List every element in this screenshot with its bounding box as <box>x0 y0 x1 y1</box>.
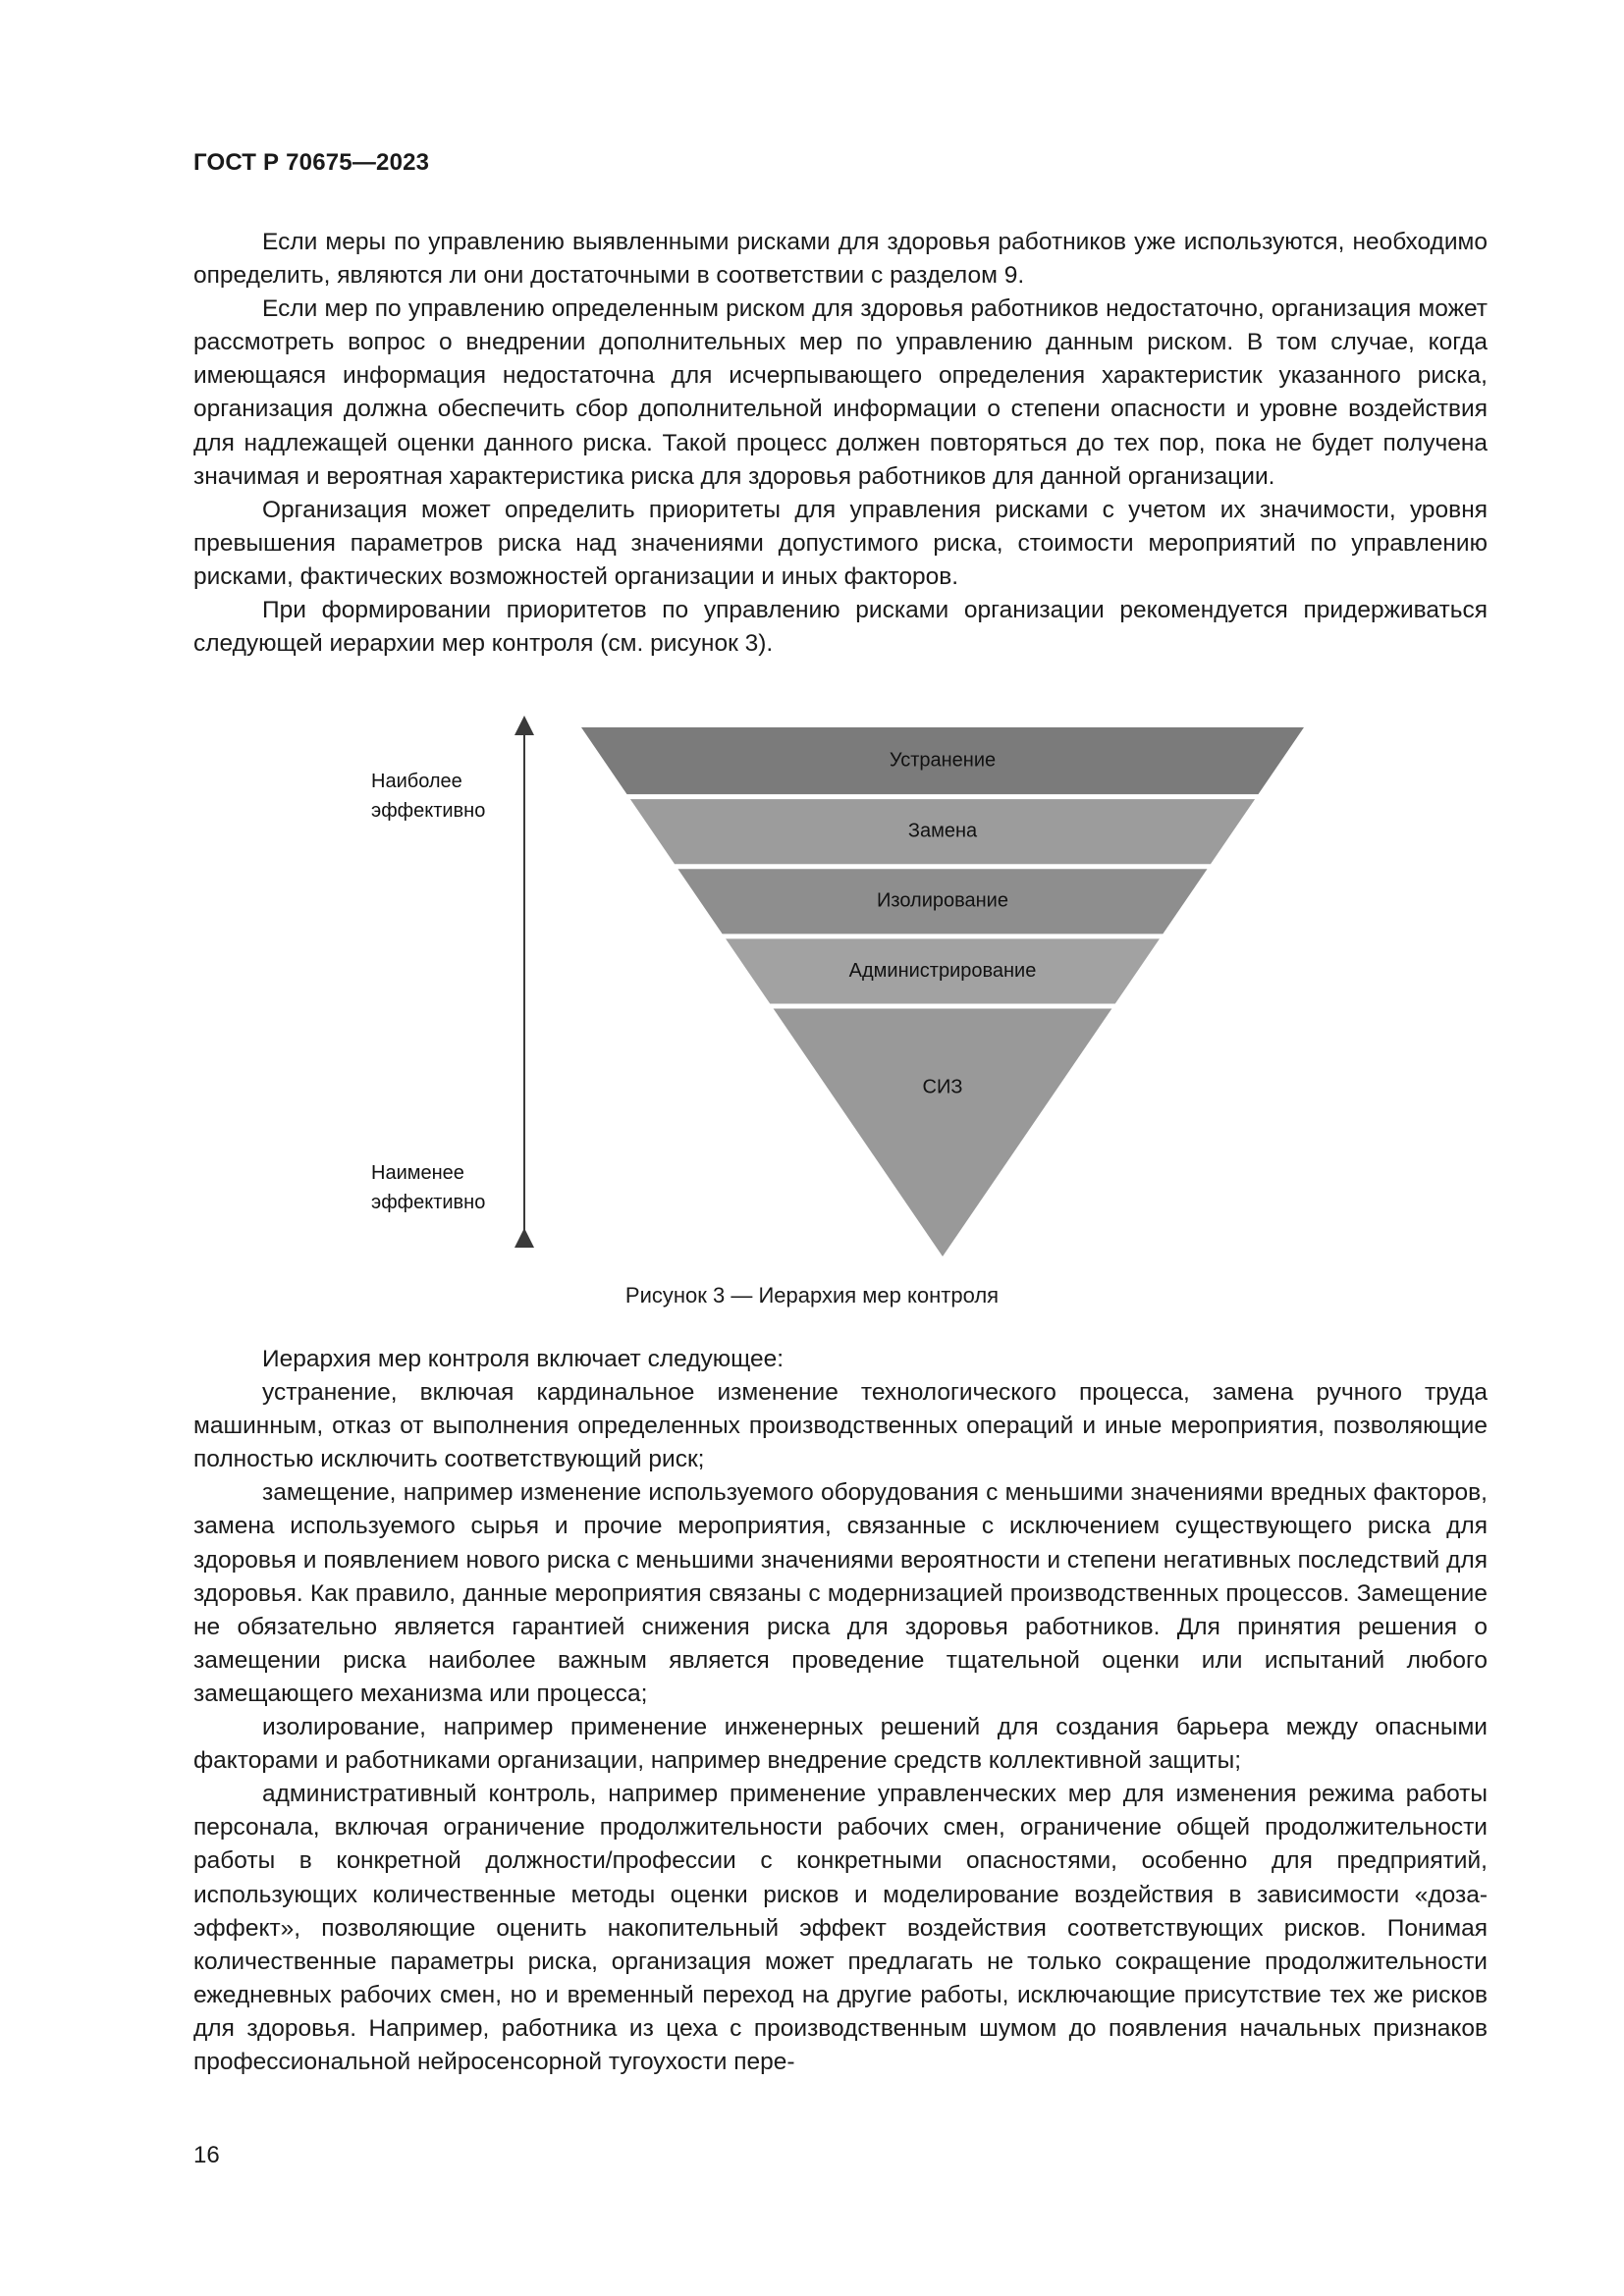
intro-text <box>193 226 1488 661</box>
control-hierarchy-figure <box>353 712 1119 1271</box>
paragraph: Если меры по управлению выявленными рисками для здоровья работников уже используются, необходимо определить, являются ли они достаточными в соответствии с разделом 9. <box>193 229 1488 290</box>
pyramid-tier <box>774 1009 1112 1256</box>
paragraph: устранение, включая кардинальное изменение технологического процесса, замена ручного труда машинным, отказ от выполнения определенных производственных операций и иные мероприятия, позволяющие полностью исключить соответствующий риск; <box>193 1379 1488 1473</box>
paragraph: изолирование, например применение инженерных решений для создания барьера между опасными факторами и работниками организации, например внедрение средств коллективной защиты; <box>193 1714 1488 1775</box>
least-effective-label: Наименее эффективно <box>371 1162 486 1213</box>
most-effective-label: Наиболее эффективно <box>371 771 486 822</box>
detail-text <box>193 1343 1488 2079</box>
pyramid-tier-label: СИЗ <box>922 1076 963 1098</box>
pyramid-tier-label: Замена <box>907 820 978 842</box>
paragraph: Организация может определить приоритеты для управления рисками с учетом их значимости, уровня превышения параметров риска над значениями допустимого риска, стоимости мероприятий по управлению рисками, фактических возможностей организации и иных факторов. <box>193 496 1488 590</box>
pyramid-tier-label: Администрирование <box>848 959 1037 982</box>
paragraph: Если мер по управлению определенным риском для здоровья работников недостаточно, организация может рассмотреть вопрос о внедрении дополнительных мер по управлению данным риском. В том случае, когда имеющаяся информация недостаточна для исчерпывающего определения характеристик указанного риска, организация должна обеспечить сбор дополнительной информации о степени опасности и уровне воздействия для надлежащей оценки данного риска. Такой процесс должен повторяться до тех пор, пока не будет получена значимая и вероятная характеристика риска для здоровья работников для данной организации. <box>193 295 1488 490</box>
hierarchy-pyramid <box>353 712 1119 1271</box>
paragraph: административный контроль, например применение управленческих мер для изменения режима работы персонала, включая ограничение продолжительности рабочих смен, ограничение общей продолжительности работы в конкретной должности/профессии с конкретными опасностями, особенно для предприятий, использующих количественные методы оценки рисков и моделирование воздействия в зависимости «доза-эффект», позволяющие оценить накопительный эффект воздействия соответствующих рисков. Понимая количественные параметры риска, организация может предлагать не только сокращение продолжительности ежедневных рабочих смен, но и временный переход на другие работы, исключающие присутствие тех же рисков для здоровья. Например, работника из цеха с производственным шумом до появления начальных признаков профессиональной нейросенсорной тугоухости пере- <box>193 1781 1488 2075</box>
paragraph: При формировании приоритетов по управлению рисками организации рекомендуется придерживаться следующей иерархии мер контроля (см. рисунок 3). <box>193 597 1488 658</box>
pyramid-tier-label: Изолирование <box>877 889 1008 912</box>
page-number: 16 <box>193 2142 220 2168</box>
figure-caption: Рисунок 3 — Иерархия мер контроля <box>624 1283 1000 1308</box>
paragraph: Иерархия мер контроля включает следующее: <box>262 1346 785 1372</box>
pyramid-tier-label: Устранение <box>889 749 997 772</box>
document-header: ГОСТ Р 70675—2023 <box>193 149 430 176</box>
paragraph: замещение, например изменение используемого оборудования с меньшими значениями вредных факторов, замена используемого сырья и прочие мероприятия, связанные с исключением существующего риска для здоровья и появлением нового риска с меньшими значениями вероятности и степени негативных последствий для здоровья. Как правило, данные мероприятия связаны с модернизацией производственных процессов. Замещение не обязательно является гарантией снижения риска для здоровья работников. Для принятия решения о замещении риска наиболее важным является проведение тщательной оценки или испытаний любого замещающего механизма или процесса; <box>193 1479 1488 1707</box>
